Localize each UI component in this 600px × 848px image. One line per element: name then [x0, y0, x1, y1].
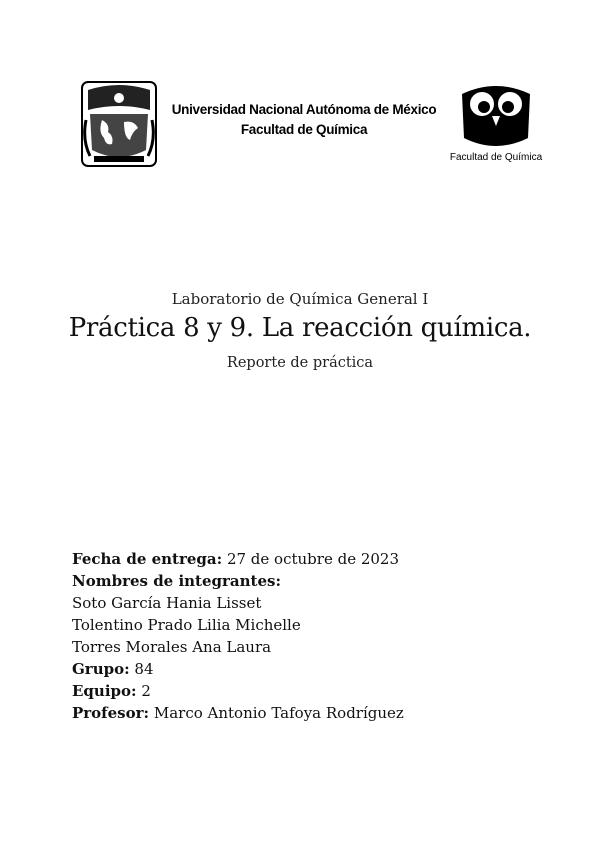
members-label: Nombres de integrantes: [72, 572, 281, 590]
group-row [72, 658, 532, 680]
member-item: Soto García Hania Lisset [72, 594, 262, 612]
professor-row [72, 702, 532, 724]
team-row [72, 680, 532, 702]
university-name: Universidad Nacional Autónoma de México [171, 102, 437, 117]
group-label: Grupo: [72, 660, 130, 678]
details-block [72, 548, 532, 724]
date-row [72, 548, 532, 570]
document-title: Práctica 8 y 9. La reacción química. [68, 313, 532, 343]
member-item: Torres Morales Ana Laura [72, 638, 272, 656]
team-value: 2 [136, 682, 151, 700]
date-label: Fecha de entrega: [72, 550, 223, 568]
professor-label: Profesor: [72, 704, 150, 722]
team-label: Equipo: [72, 682, 137, 700]
professor-value: Marco Antonio Tafoya Rodríguez [149, 704, 404, 722]
faculty-name: Facultad de Química [240, 122, 368, 137]
report-type: Reporte de práctica [226, 355, 374, 371]
members-label-row [72, 570, 532, 592]
institution-header [166, 100, 442, 140]
course-name: Laboratorio de Química General I [171, 290, 429, 308]
fq-logo-caption: Facultad de Química [449, 152, 543, 163]
unam-crest-icon [80, 80, 158, 168]
member-item: Tolentino Prado Lilia Michelle [72, 616, 301, 634]
date-value: 27 de octubre de 2023 [222, 550, 400, 568]
group-value: 84 [129, 660, 154, 678]
